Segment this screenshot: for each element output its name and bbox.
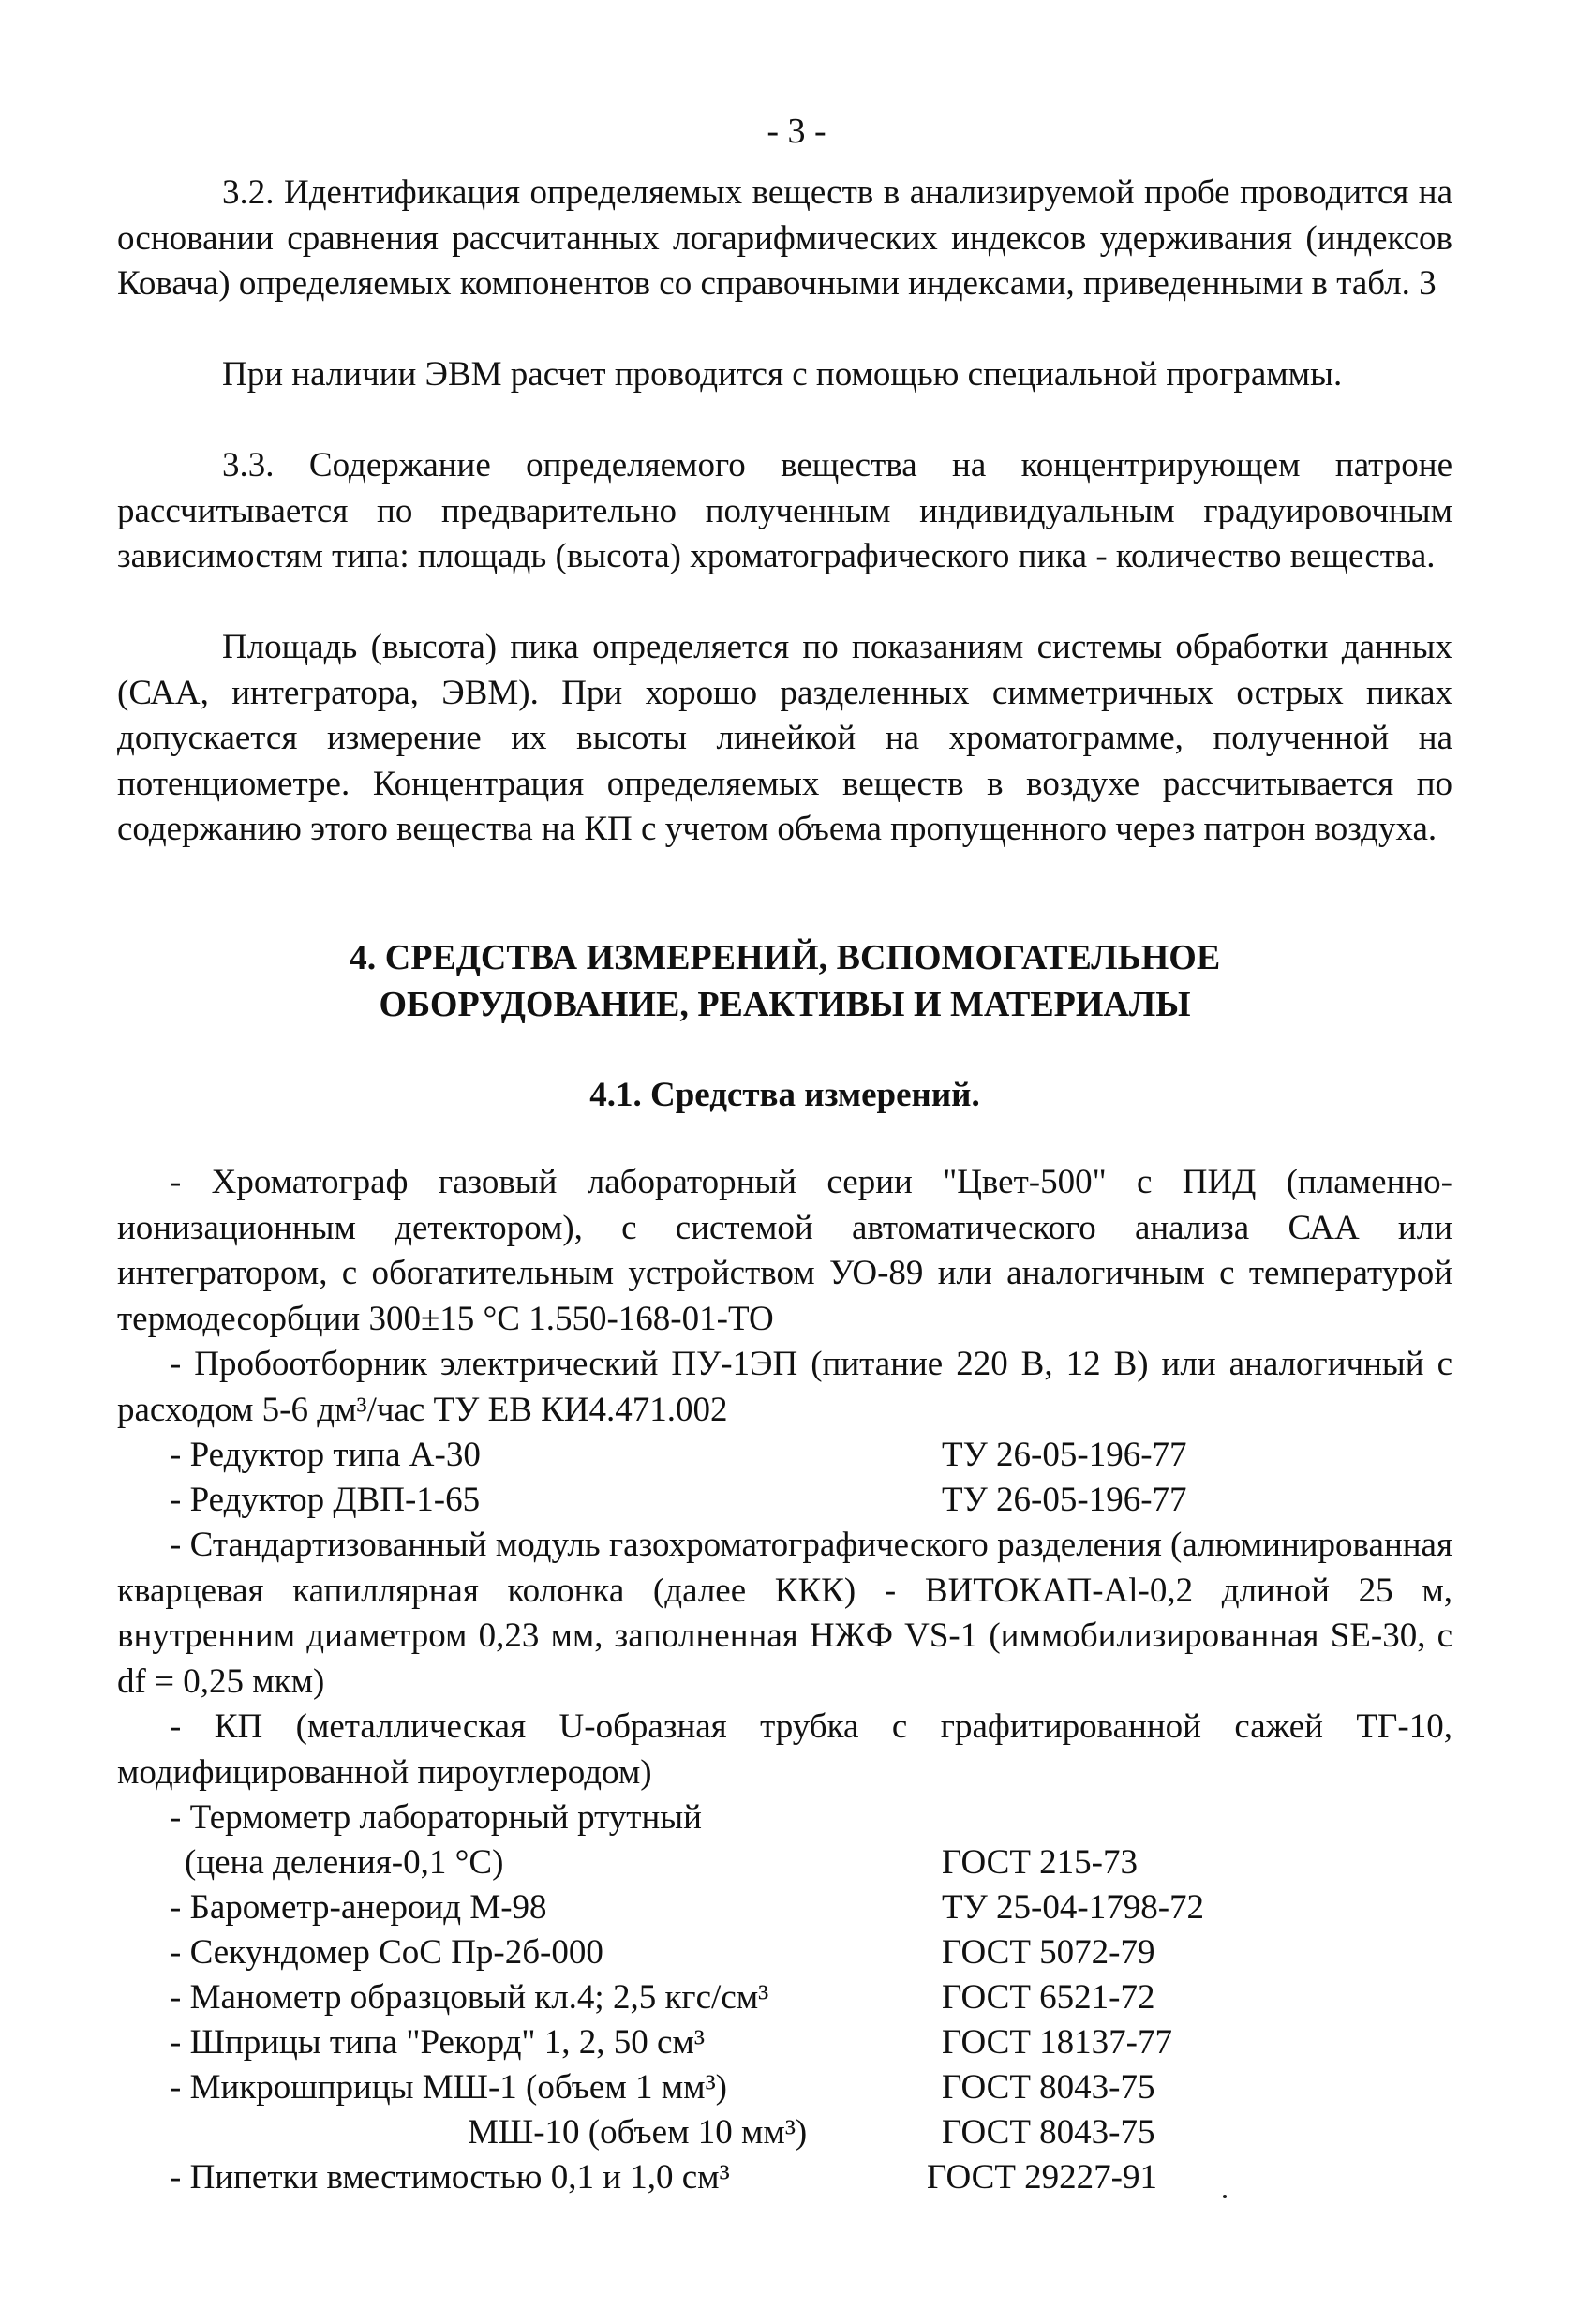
item-sampler: - Пробоотборник электрический ПУ-1ЭП (питание 220 В, 12 В) или аналогичный с расходом 5-6 дм³/час ТУ ЕВ КИ4.471.002 — [117, 1345, 1452, 1429]
table-row — [117, 1795, 1452, 1840]
instrument-name: - Шприцы типа "Рекорд" 1, 2, 50 см³ — [170, 2023, 705, 2062]
item-gc-module: - Стандартизованный модуль газохроматографического разделения (алюминированная кварцевая капиллярная колонка (далее ККК) - ВИТОКАП-Al-0,2 длиной 25 м, внутренним диаметром 0,23 мм, заполненная НЖФ VS-1 (иммобилизированная SE-30, с df = 0,25 мкм) — [117, 1526, 1452, 1701]
table-row — [117, 2020, 1452, 2065]
table-row — [117, 1478, 1452, 1523]
item-chromatograph: - Хроматограф газовый лабораторный серии "Цвет-500" с ПИД (пламенно-ионизационным детектором), с системой автоматического анализа САА или интегратором, с обогатительным устройством УО-89 или аналогичным с температурой термодесорбции 300±15 °С 1.550-168-01-ТО — [117, 1163, 1452, 1338]
section-4-title-line1: 4. СРЕДСТВА ИЗМЕРЕНИЙ, ВСПОМОГАТЕЛЬНОЕ — [349, 938, 1221, 977]
item-kp-tube: - КП (металлическая U-образная трубка с графитированной сажей ТГ-10, модифицированной пироуглеродом) — [117, 1707, 1452, 1792]
instrument-standard: ТУ 25-04-1798-72 — [942, 1888, 1205, 1927]
instrument-name: МШ-10 (объем 10 мм³) — [468, 2113, 808, 2152]
instrument-name: - Манометр образцовый кл.4; 2,5 кгс/см³ — [170, 1978, 769, 2017]
table-row — [117, 1433, 1452, 1478]
subsection-4-1-title: 4.1. Средства измерений. — [589, 1076, 980, 1114]
instrument-standard: ГОСТ 8043-75 — [942, 2113, 1155, 2152]
paragraph-3-3: 3.3. Содержание определяемого вещества на концентрирующем патроне рассчитывается по предварительно полученным индивидуальным градуировочным зависимостям типа: площадь (высота) хроматографического пика - количество вещества. — [117, 446, 1452, 575]
instrument-standard: ГОСТ 215-73 — [942, 1843, 1138, 1882]
instrument-name: - Барометр-анероид М-98 — [170, 1888, 547, 1927]
page-number: - 3 - — [767, 112, 826, 151]
section-4-title-line2: ОБОРУДОВАНИЕ, РЕАКТИВЫ И МАТЕРИАЛЫ — [379, 985, 1191, 1024]
table-row — [117, 1975, 1452, 2020]
instrument-name: - Пипетки вместимостью 0,1 и 1,0 см³ — [170, 2158, 730, 2197]
table-row — [117, 2110, 1452, 2155]
paragraph-peak-area: Площадь (высота) пика определяется по показаниям системы обработки данных (САА, интегратора, ЭВМ). При хорошо разделенных симметричных острых пиках допускается измерение их высоты линейкой на хроматограмме, полученной на потенциометре. Концентрация определяемых веществ в воздухе рассчитывается по содержанию этого вещества на КП с учетом объема пропущенного через патрон воздуха. — [117, 628, 1452, 848]
instrument-standard: ГОСТ 18137-77 — [942, 2023, 1172, 2062]
table-row — [117, 1885, 1452, 1930]
instrument-name: - Редуктор типа А-30 — [170, 1436, 481, 1474]
instrument-name: - Секундомер СоС Пр-2б-000 — [170, 1933, 603, 1972]
table-row — [117, 2155, 1452, 2200]
instrument-standard: ГОСТ 29227-91 — [927, 2158, 1157, 2197]
instrument-name: - Термометр лабораторный ртутный — [170, 1798, 702, 1837]
instrument-standard: ГОСТ 8043-75 — [942, 2068, 1155, 2107]
instrument-name: - Микрошприцы МШ-1 (объем 1 мм³) — [170, 2068, 727, 2107]
instrument-standard: ГОСТ 5072-79 — [942, 1933, 1155, 1972]
instrument-standard: ГОСТ 6521-72 — [942, 1978, 1155, 2017]
paragraph-3-2: 3.2. Идентификация определяемых веществ в анализируемой пробе проводится на основании сравнения рассчитанных логарифмических индексов удерживания (индексов Ковача) определяемых компонентов со справочными индексами, приведенными в табл. 3 — [117, 173, 1452, 303]
scan-speck — [1223, 2195, 1227, 2198]
instrument-standard: ТУ 26-05-196-77 — [942, 1436, 1187, 1474]
table-row — [117, 1930, 1452, 1975]
instrument-name: - Редуктор ДВП-1-65 — [170, 1481, 481, 1519]
paragraph-computer: При наличии ЭВМ расчет проводится с помощью специальной программы. — [222, 355, 1343, 394]
table-row — [117, 2065, 1452, 2110]
instrument-name: (цена деления-0,1 °С) — [185, 1843, 504, 1882]
table-row — [117, 1840, 1452, 1885]
instrument-standard: ТУ 26-05-196-77 — [942, 1481, 1187, 1519]
